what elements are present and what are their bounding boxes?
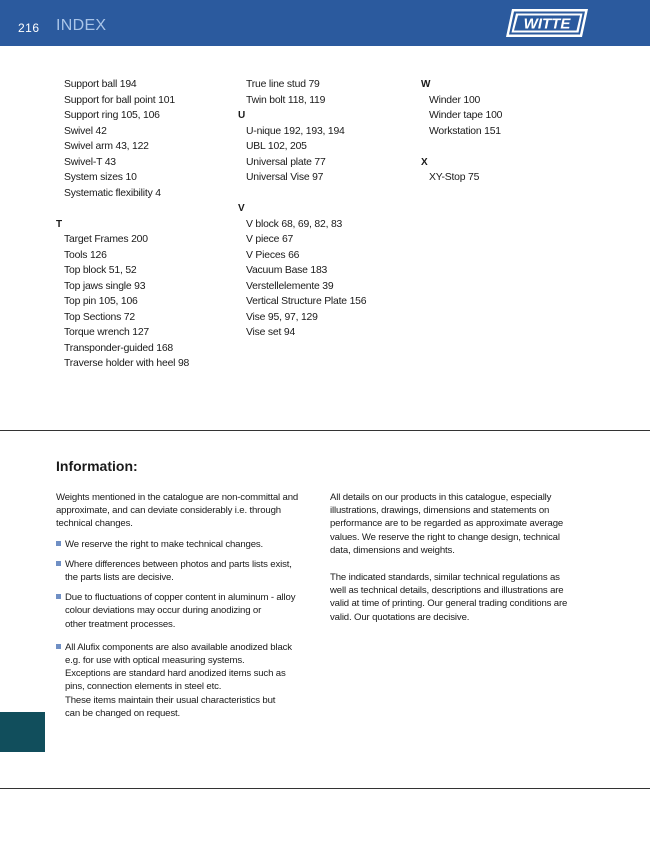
index-entry: True line stud 79 bbox=[246, 79, 320, 90]
index-entry: Top Sections 72 bbox=[64, 311, 135, 323]
index-entry: Top jaws single 93 bbox=[64, 280, 146, 292]
page-number: 216 bbox=[18, 21, 40, 35]
index-entry: Swivel-T 43 bbox=[64, 156, 116, 168]
text-line: other treatment processes. bbox=[65, 618, 176, 630]
text-line: values. We reserve the right to change design, technical bbox=[330, 531, 560, 543]
index-letter-w: W bbox=[421, 79, 431, 90]
text-line: The indicated standards, similar technical regulations as bbox=[330, 572, 560, 584]
index-entry: V Pieces 66 bbox=[246, 249, 300, 261]
index-entry: Swivel 42 bbox=[64, 125, 107, 137]
square-bullet-icon bbox=[56, 594, 61, 599]
index-entry: Twin bolt 118, 119 bbox=[246, 94, 326, 106]
index-entry: Target Frames 200 bbox=[64, 234, 148, 245]
index-group-w bbox=[421, 93, 601, 140]
text-line: performance are to be regarded as approximate average bbox=[330, 518, 564, 530]
index-entry: Support ball 194 bbox=[64, 79, 137, 90]
logo-text: WITTE bbox=[523, 15, 571, 33]
info-standards-paragraph bbox=[330, 571, 595, 624]
text-line: These items maintain their usual characteristics but bbox=[65, 694, 276, 706]
info-heading: Information: bbox=[56, 458, 138, 474]
index-column-2 bbox=[238, 77, 418, 341]
index-entry: Top pin 105, 106 bbox=[64, 296, 138, 307]
index-letter-x: X bbox=[421, 156, 428, 168]
text-line: Weights mentioned in the catalogue are non-committal and bbox=[56, 492, 299, 503]
index-entry: V piece 67 bbox=[246, 234, 294, 245]
text-line: valid at time of printing. Our general trading conditions are bbox=[330, 598, 568, 610]
index-entry: V block 68, 69, 82, 83 bbox=[246, 218, 343, 230]
text-line: We reserve the right to make technical changes. bbox=[65, 538, 264, 550]
index-entry: UBL 102, 205 bbox=[246, 141, 307, 152]
index-entry: Winder 100 bbox=[429, 94, 481, 106]
info-left-column bbox=[56, 491, 318, 727]
text-line: the parts lists are decisive. bbox=[65, 572, 174, 584]
witte-logo bbox=[506, 8, 588, 38]
page-header bbox=[0, 0, 650, 46]
index-entry: Torque wrench 127 bbox=[64, 327, 149, 338]
index-entry: Verstellelemente 39 bbox=[246, 280, 334, 292]
index-entry: Traverse holder with heel 98 bbox=[64, 358, 190, 369]
index-entry: Vertical Structure Plate 156 bbox=[246, 296, 367, 307]
index-entry: Support for ball point 101 bbox=[64, 94, 175, 106]
index-entry: Vise set 94 bbox=[246, 327, 296, 338]
index-entry: System sizes 10 bbox=[64, 172, 137, 183]
text-line: All Alufix components are also available anodized black bbox=[65, 641, 292, 653]
text-line: valid. Our quotations are decisive. bbox=[330, 611, 470, 623]
text-line: colour deviations may occur during anodizing or bbox=[65, 605, 262, 617]
index-group-s bbox=[56, 77, 236, 201]
info-bullet-item bbox=[56, 591, 318, 631]
index-entry: Workstation 151 bbox=[429, 125, 501, 137]
index-entry: Swivel arm 43, 122 bbox=[64, 141, 149, 152]
index-group-t bbox=[56, 232, 236, 372]
index-entry: Winder tape 100 bbox=[429, 110, 503, 121]
index-entry: Tools 126 bbox=[64, 249, 107, 261]
text-line: Exceptions are standard hard anodized items such as bbox=[65, 668, 286, 680]
info-bullet-item bbox=[56, 538, 318, 551]
square-bullet-icon bbox=[56, 561, 61, 566]
info-bullet-item bbox=[56, 641, 318, 720]
index-letter-v: V bbox=[238, 203, 245, 214]
index-entry: Universal plate 77 bbox=[246, 156, 326, 168]
index-letter-u: U bbox=[238, 110, 246, 121]
text-line: All details on our products in this catalogue, especially bbox=[330, 492, 552, 503]
text-line: pins, connection elements in steel etc. bbox=[65, 681, 222, 693]
square-bullet-icon bbox=[56, 644, 61, 649]
text-line: technical changes. bbox=[56, 518, 133, 530]
text-line: Where differences between photos and parts lists exist, bbox=[65, 558, 292, 570]
text-line: can be changed on request. bbox=[65, 707, 181, 719]
page-title: INDEX bbox=[56, 17, 107, 34]
square-bullet-icon bbox=[56, 541, 61, 546]
text-line: Due to fluctuations of copper content in aluminum - alloy bbox=[65, 592, 296, 604]
text-line: approximate, and can deviate considerably i.e. through bbox=[56, 505, 281, 517]
index-column-3 bbox=[421, 77, 601, 186]
index-group-t-cont bbox=[238, 77, 418, 108]
index-entry: Top block 51, 52 bbox=[64, 265, 137, 276]
index-entry: Vise 95, 97, 129 bbox=[246, 311, 318, 323]
info-right-column bbox=[330, 491, 595, 631]
index-group-u bbox=[238, 124, 418, 186]
index-entry: Universal Vise 97 bbox=[246, 172, 324, 183]
index-entry: XY-Stop 75 bbox=[429, 172, 480, 183]
index-group-v bbox=[238, 217, 418, 341]
index-entry: Systematic flexibility 4 bbox=[64, 187, 161, 199]
section-divider-bottom bbox=[0, 788, 650, 789]
text-line: illustrations, drawings, dimensions and statements on bbox=[330, 505, 550, 517]
info-bullet-list bbox=[56, 538, 318, 720]
index-letter-t: T bbox=[56, 218, 62, 230]
index-entry: Vacuum Base 183 bbox=[246, 265, 328, 276]
info-details-paragraph bbox=[330, 491, 595, 557]
index-entry: Transponder-guided 168 bbox=[64, 342, 174, 354]
section-color-tab bbox=[0, 712, 45, 752]
info-intro-paragraph bbox=[56, 491, 318, 531]
section-divider-top bbox=[0, 430, 650, 431]
text-line: data, dimensions and weights. bbox=[330, 544, 455, 556]
text-line: well as technical details, descriptions and illustrations are bbox=[330, 585, 564, 597]
text-line: e.g. for use with optical measuring systems. bbox=[65, 655, 245, 667]
witte-logo-mark bbox=[506, 8, 588, 38]
index-entry: U-nique 192, 193, 194 bbox=[246, 125, 345, 137]
index-group-x bbox=[421, 170, 601, 186]
index-column-1 bbox=[56, 77, 236, 372]
index-entry: Support ring 105, 106 bbox=[64, 110, 160, 121]
info-bullet-item bbox=[56, 558, 318, 584]
